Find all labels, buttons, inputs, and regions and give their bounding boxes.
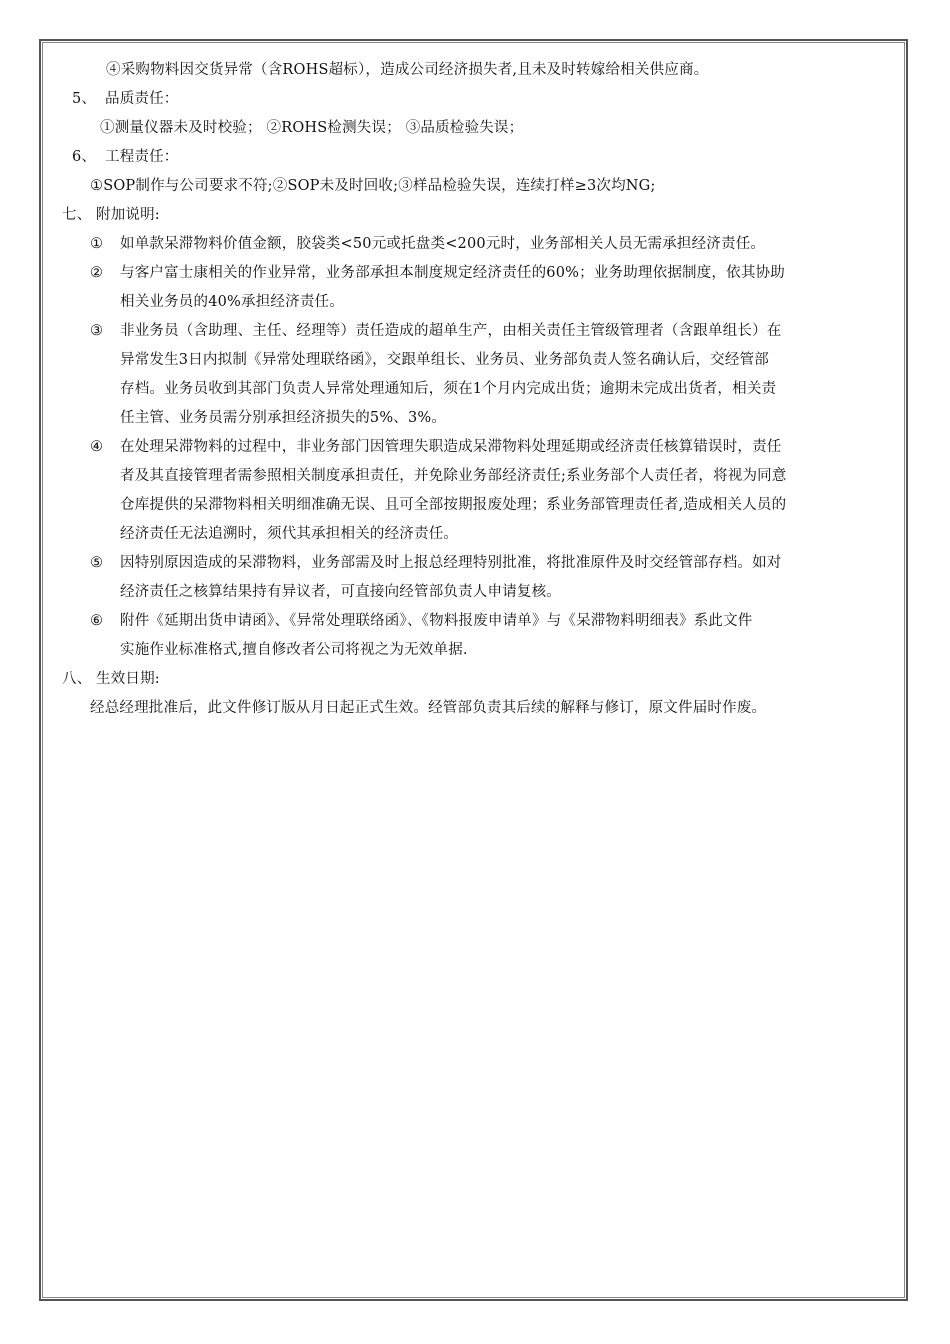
document-body bbox=[62, 56, 892, 723]
section-8-number: 八、 bbox=[62, 671, 92, 687]
note-marker: ⑥ bbox=[90, 613, 104, 629]
note-line: 者及其直接管理者需参照相关制度承担责任，并免除业务部经济责任;系业务部个人责任者，将视为同意 bbox=[120, 468, 787, 484]
section-7-number: 七、 bbox=[62, 207, 92, 223]
section-6-heading bbox=[62, 143, 892, 172]
section-5-title: 品质责任： bbox=[105, 91, 179, 107]
note-text bbox=[120, 230, 892, 259]
section-6-title: 工程责任： bbox=[105, 149, 179, 165]
note-line: 非业务员（含助理、主任、经理等）责任造成的超单生产，由相关责任主管级管理者（含跟单组长）在 bbox=[120, 323, 782, 339]
note-line: 如单款呆滞物料价值金额，胶袋类<50元或托盘类<200元时，业务部相关人员无需承担经济责任。 bbox=[120, 236, 766, 252]
note-marker: ③ bbox=[90, 323, 104, 339]
note-marker: ① bbox=[90, 236, 104, 252]
note-line: 因特别原因造成的呆滞物料，业务部需及时上报总经理特别批准，将批准原件及时交经管部存档。如对 bbox=[120, 555, 782, 571]
note-marker: ④ bbox=[90, 439, 104, 455]
note-marker: ② bbox=[90, 265, 104, 281]
note-text bbox=[120, 317, 892, 433]
section-7-title: 附加说明: bbox=[96, 207, 160, 223]
section-5-body: ①测量仪器未及时校验； ②ROHS检测失误； ③品质检验失误； bbox=[100, 120, 524, 136]
note-item-1 bbox=[62, 230, 892, 259]
note-line: 经济责任之核算结果持有异议者，可直接向经管部负责人申请复核。 bbox=[120, 584, 561, 600]
section-6-body: ①SOP制作与公司要求不符;②SOP未及时回收;③样品检验失误，连续打样≥3次均NG; bbox=[90, 178, 656, 194]
section-5-heading bbox=[62, 85, 892, 114]
note-line: 经济责任无法追溯时，须代其承担相关的经济责任。 bbox=[120, 526, 459, 542]
note-text bbox=[120, 549, 892, 607]
section-8-title: 生效日期: bbox=[96, 671, 160, 687]
note-line: 在处理呆滞物料的过程中，非业务部门因管理失职造成呆滞物料处理延期或经济责任核算错误时，责任 bbox=[120, 439, 782, 455]
section-6-number: 6、 bbox=[72, 149, 97, 165]
note-text bbox=[120, 259, 892, 317]
note-line: 实施作业标准格式,擅自修改者公司将视之为无效单据. bbox=[120, 642, 468, 658]
note-line: 附件《延期出货申请函》、《异常处理联络函》、《物料报废申请单》与《呆滞物料明细表》系此文件 bbox=[120, 613, 753, 629]
note-line: 存档。业务员收到其部门负责人异常处理通知后，须在1个月内完成出货；逾期未完成出货者，相关责 bbox=[120, 381, 777, 397]
note-line: 异常发生3日内拟制《异常处理联络函》，交跟单组长、业务员、业务部负责人签名确认后，交经管部 bbox=[120, 352, 769, 368]
section-7-heading bbox=[62, 201, 892, 230]
note-line: 任主管、业务员需分别承担经济损失的5%、3%。 bbox=[120, 410, 447, 426]
section-8-heading bbox=[62, 665, 892, 694]
note-item-4 bbox=[62, 433, 892, 549]
note-line: 仓库提供的呆滞物料相关明细准确无误、且可全部按期报废处理；系业务部管理责任者,造成相关人员的 bbox=[120, 497, 787, 513]
note-item-6 bbox=[62, 607, 892, 665]
note-text bbox=[120, 433, 892, 549]
note-item-5 bbox=[62, 549, 892, 607]
note-line: 相关业务员的40%承担经济责任。 bbox=[120, 294, 344, 310]
note-item-2 bbox=[62, 259, 892, 317]
section-8-body: 经总经理批准后，此文件修订版从月日起正式生效。经管部负责其后续的解释与修订，原文件届时作废。 bbox=[90, 700, 767, 716]
section-5-number: 5、 bbox=[72, 91, 97, 107]
note-item-3 bbox=[62, 317, 892, 433]
note-text bbox=[120, 607, 892, 665]
note-line: 与客户富士康相关的作业异常，业务部承担本制度规定经济责任的60%；业务助理依据制度，依其协助 bbox=[120, 265, 785, 281]
note-marker: ⑤ bbox=[90, 555, 104, 571]
purchase-responsibility-item: ④采购物料因交货异常（含ROHS超标），造成公司经济损失者,且未及时转嫁给相关供应商。 bbox=[106, 62, 709, 78]
